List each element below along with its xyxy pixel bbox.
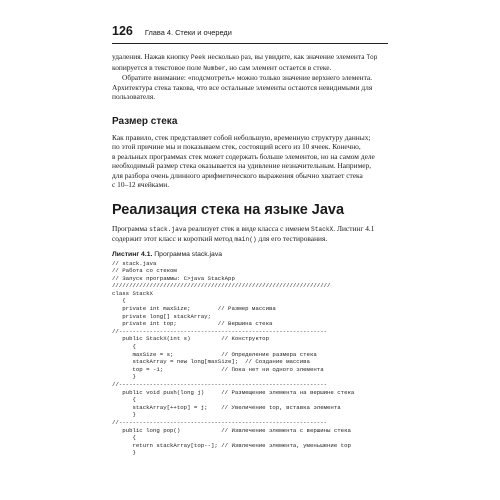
stack-size-paragraph: Как правило, стек представляет собой небольшую, временную структуру данных; по этой причине мы и показываем стек, состоящий всего из 10 ячеек. Конечно, в реальных программах стек может содержать больше элементов, но на самом деле необходимый размер стека оказывается на удивление незначительным. Например, для разбора очень длинного арифметического выражения обычно хватает стека с 10–12 ячейками. <box>112 132 375 189</box>
code-listing: // stack.java // Работа со стеком // Запуск программы: C>java StackApp //////////////////////////////////////////////////////////////// class StackX { private int maxSize; // Размер массива private long[] stackArray; private int top; // Вершина стека //------------------------------------------------------------- public StackX(int s) // Конструктор { maxSize = s; // Определение размера стека stackArray = new long[maxSize]; // Создание массива top = -1; // Пока нет ни одного элемента } //------------------------------------------------------------- public void push(long j) // Размещение элемента на вершине стека { stackArray[++top] = j; // Увеличение top, вставка элемента } //------------------------------------------------------------- public long pop() // Извлечение элемента с вершины стека { return stackArray[top--]; // Извлечение элемента, уменьшение top } <box>112 259 355 457</box>
text-run: несколько раз, вы увидите, как значение элемента <box>205 52 367 61</box>
text-run: копируется в текстовое поле <box>112 62 202 72</box>
java-intro-paragraph <box>112 224 388 245</box>
section-heading-stack-size: Размер стека <box>112 115 178 127</box>
code-term: StackX <box>310 225 334 233</box>
note-paragraph: Обратите внимание: «подсмотреть» можно только значение верхнего элемента. Архитектура стека такова, что все остальные элементы остаются невидимыми для пользователя. <box>112 73 373 101</box>
code-term: Peek <box>190 54 206 61</box>
code-term: Top <box>366 54 378 61</box>
text-run: Программа <box>112 223 150 233</box>
chapter-title: Глава 4. Стеки и очереди <box>144 28 232 37</box>
code-term: Number <box>203 64 226 72</box>
code-term: stack.java <box>149 225 187 233</box>
section-heading-java: Реализация стека на языке Java <box>112 201 345 218</box>
book-page <box>112 24 388 457</box>
text-run: реализует стек в виде класса с именем <box>186 223 311 233</box>
listing-label: Листинг 4.1. <box>112 250 153 258</box>
intro-paragraph <box>112 52 388 73</box>
header-rule <box>112 43 388 44</box>
text-run: для его тестирования. <box>256 234 328 243</box>
text-run: . Листинг 4.1 содержит этот класс и короткий метод <box>112 223 375 243</box>
text-run: удаления. Нажав кнопку <box>112 52 191 61</box>
listing-caption <box>112 251 388 258</box>
listing-title: Программа stack.java <box>154 250 223 258</box>
text-run: , но сам элемент остается в стеке. <box>225 62 332 72</box>
running-head <box>112 24 388 42</box>
code-term: main() <box>234 236 257 243</box>
page-number: 126 <box>112 24 133 38</box>
